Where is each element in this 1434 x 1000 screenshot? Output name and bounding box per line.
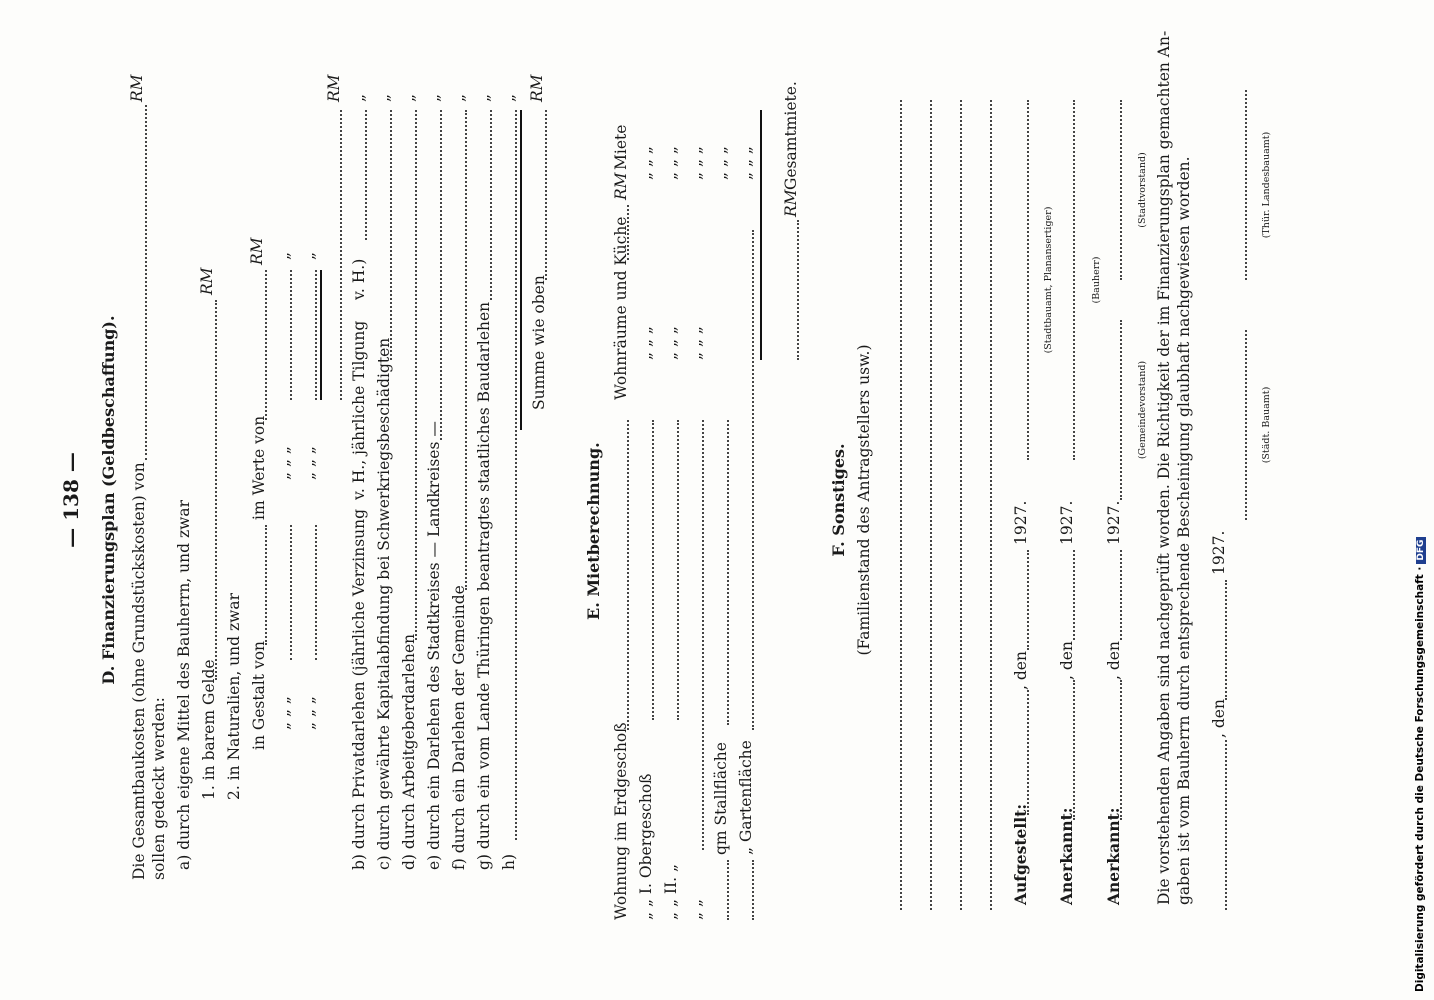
final-year: 1927. <box>1210 530 1228 575</box>
confirmation-line2: gaben ist vom Bauherrn durch entsprechende Bescheinigung glaubhaft nachgewiesen worden. <box>1175 156 1193 905</box>
anerkannt1-den: , den <box>1058 641 1076 680</box>
caption-gemeindevorstand: (Gemeindevorstand) <box>1137 360 1148 460</box>
caption-staedt-bauamt: (Städt. Bauamt) <box>1261 386 1272 464</box>
d-item-f: f) durch ein Darlehen der Gemeinde <box>450 585 468 870</box>
d-fill-line <box>145 105 147 460</box>
anerkannt-label-2: Anerkannt: <box>1104 807 1123 905</box>
d-item-b-end: v. H.) <box>350 258 368 300</box>
e-row2: „ „ I. Obergeschoß <box>637 773 655 920</box>
e-row5: qm Stallfläche <box>712 742 730 855</box>
caption-stadtbauamt: (Stadtbauamt, Planansertiger) <box>1043 206 1054 354</box>
e-row1-miete-fill <box>627 205 629 260</box>
a2-ditto-row2-fill <box>315 525 317 660</box>
e-row6-unit-ditto: „ „ „ <box>737 146 755 180</box>
anerkannt2-stadt-line <box>1120 100 1122 280</box>
c-ditto: „ <box>375 93 393 102</box>
c-fill <box>390 110 392 360</box>
aufgestellt-label: Aufgestellt: <box>1011 803 1030 905</box>
d-fill <box>415 110 417 640</box>
d-item-a2-1: in Gestalt von <box>250 640 268 750</box>
d-intro-line1: Die Gesamtbaukosten (ohne Grundstückskosten) von <box>130 462 148 880</box>
final-den: , den <box>1210 699 1228 738</box>
section-d-title: D. Finanzierungsplan (Geldbeschaffung). <box>99 315 118 685</box>
anerkannt2-year: 1927. <box>1105 500 1123 545</box>
anerkannt2-place-fill <box>1120 680 1122 820</box>
d-item-b-mid: v. H., jährliche Tilgung <box>350 320 368 500</box>
e-fill <box>440 110 442 440</box>
a2-wert-label: im Werte von <box>250 415 268 520</box>
a1-fill-line <box>215 300 217 680</box>
a2-ditto-wert2: „ „ „ <box>300 446 318 480</box>
anerkannt1-date-fill <box>1073 550 1075 640</box>
e-row6-fill <box>752 230 754 730</box>
section-f-subtitle: (Familienstand des Antragstellers usw.) <box>855 344 873 656</box>
h-fill <box>515 110 517 840</box>
f-line1 <box>900 100 902 910</box>
e-row6: „ Gartenfläche <box>737 740 755 855</box>
d-sum-rule <box>520 110 522 430</box>
anerkannt2-gemeinde-line <box>1120 320 1122 500</box>
e-row1: Wohnung im Erdgeschoß <box>612 722 630 920</box>
a2-subtotal-rule <box>320 270 322 400</box>
e-row3: „ „ II. „ <box>662 863 680 920</box>
a1-unit: RM <box>198 267 216 295</box>
e-row3-ditto: „ „ „ <box>662 326 680 360</box>
a2-ditto-row1: „ „ „ <box>275 696 293 730</box>
section-e-title: E. Mietberechnung. <box>584 442 603 620</box>
e-total-label: Gesamtmiete. <box>782 81 800 190</box>
e-row2-fill <box>652 420 654 720</box>
g-fill <box>490 110 492 300</box>
caption-stadtvorstand: (Stadtvorstand) <box>1137 152 1148 228</box>
a2-ditto-unit1: „ <box>275 251 293 260</box>
e-row2-unit-ditto: „ „ „ <box>637 146 655 180</box>
d-sum-label: Summe wie oben <box>530 275 548 410</box>
e-row2-ditto: „ „ „ <box>637 326 655 360</box>
d-item-h: h) <box>500 853 518 870</box>
f-line2 <box>930 100 932 910</box>
anerkannt-label-1: Anerkannt: <box>1057 807 1076 905</box>
a2-ditto-row2: „ „ „ <box>300 696 318 730</box>
e-row3-fill <box>677 420 679 720</box>
e-row1-fill <box>627 420 629 730</box>
e-row4-unit-ditto: „ „ „ <box>687 146 705 180</box>
d-item-a1: 1. in barem Gelde <box>200 659 218 800</box>
section-f-title: F. Sonstiges. <box>829 443 848 557</box>
final-date-fill <box>1225 580 1227 700</box>
h-ditto: „ <box>500 93 518 102</box>
confirmation-line1: Die vorstehenden Angaben sind nachgeprüft worden. Die Richtigkeit der im Finanzierungsplan gemachten An- <box>1155 30 1173 905</box>
e-row6-qm-fill <box>752 860 754 920</box>
e-unit-header: RM <box>612 172 630 200</box>
aufgestellt-signature-line <box>1027 100 1029 460</box>
final-bauamt-line <box>1245 330 1247 520</box>
f-line3 <box>960 100 962 910</box>
f-ditto: „ <box>450 93 468 102</box>
b-fill <box>365 110 367 240</box>
final-place-fill <box>1225 740 1227 910</box>
a2-ditto-wert1: „ „ „ <box>275 446 293 480</box>
anerkannt1-signature-line <box>1073 100 1075 460</box>
d-intro-line2: sollen gedeckt werden: <box>150 697 168 880</box>
e-row5-unit-ditto: „ „ „ <box>712 146 730 180</box>
d-item-a2: 2. in Naturalien, und zwar <box>225 592 243 800</box>
d-item-g: g) durch ein vom Lande Thüringen beantragtes staatliches Baudarlehen <box>475 301 493 870</box>
a2-gestalt-fill <box>265 525 267 645</box>
a2-ditto-row1-fill <box>290 525 292 660</box>
a2-ditto-wert2-fill <box>315 270 317 400</box>
d-item-a: a) durch eigene Mittel des Bauherrn, und zwar <box>175 499 193 870</box>
a-total-fill <box>340 110 342 400</box>
aufgestellt-date-fill <box>1027 550 1029 650</box>
caption-bauherr: (Bauherr) <box>1091 256 1102 304</box>
dfg-logo: DFG <box>1416 537 1426 564</box>
e-row5-fill <box>727 420 729 725</box>
d-sum-fill <box>545 110 547 280</box>
d-ditto: „ <box>400 93 418 102</box>
anerkannt2-date-fill <box>1120 550 1122 640</box>
e-miete-header: Miete <box>612 124 630 170</box>
d-sum-unit: RM <box>528 74 546 102</box>
e-total-rule <box>760 110 762 360</box>
d-item-b: b) durch Privatdarlehen (jährliche Verzinsung <box>350 508 368 870</box>
e-rooms-header: Wohnräume und Küche <box>612 216 630 400</box>
anerkannt1-place-fill <box>1073 680 1075 820</box>
e-row4: „ „ <box>687 899 705 920</box>
e-ditto: „ <box>425 93 443 102</box>
e-row4-fill <box>702 420 704 850</box>
b-ditto: „ <box>350 93 368 102</box>
g-ditto: „ <box>475 93 493 102</box>
e-total-unit: RM <box>782 189 800 217</box>
a2-ditto-unit2: „ <box>300 251 318 260</box>
e-row5-qm-fill <box>727 860 729 920</box>
a2-ditto-wert1-fill <box>290 270 292 400</box>
d-item-e: e) durch ein Darlehen des Stadtkreises — Landkreises — <box>425 421 443 870</box>
d-item-d: d) durch Arbeitgeberdarlehen <box>400 633 418 870</box>
f-fill <box>465 110 467 590</box>
aufgestellt-den: , den <box>1012 651 1030 690</box>
anerkannt2-den: , den <box>1105 641 1123 680</box>
f-line4 <box>990 100 992 910</box>
page-number: — 138 — <box>59 452 83 548</box>
a2-wert-fill <box>265 270 267 420</box>
aufgestellt-place-fill <box>1027 690 1029 815</box>
final-landesbauamt-line <box>1245 90 1247 280</box>
e-total-fill <box>797 220 799 360</box>
credit-text: Digitalisierung gefördert durch die Deutsche Forschungsgemeinschaft · <box>1414 566 1426 992</box>
anerkannt1-year: 1927. <box>1058 500 1076 545</box>
caption-landesbauamt: (Thür. Landesbauamt) <box>1261 131 1272 239</box>
e-row3-unit-ditto: „ „ „ <box>662 146 680 180</box>
d-item-c: c) durch gewährte Kapitalabfindung bei Schwerkriegsbeschädigten <box>375 337 393 870</box>
a2-unit: RM <box>248 237 266 265</box>
d-unit: RM <box>128 74 146 102</box>
a-total-unit: RM <box>325 74 343 102</box>
aufgestellt-year: 1927. <box>1012 500 1030 545</box>
e-row4-ditto: „ „ „ <box>687 326 705 360</box>
digitization-credit <box>1414 537 1426 992</box>
